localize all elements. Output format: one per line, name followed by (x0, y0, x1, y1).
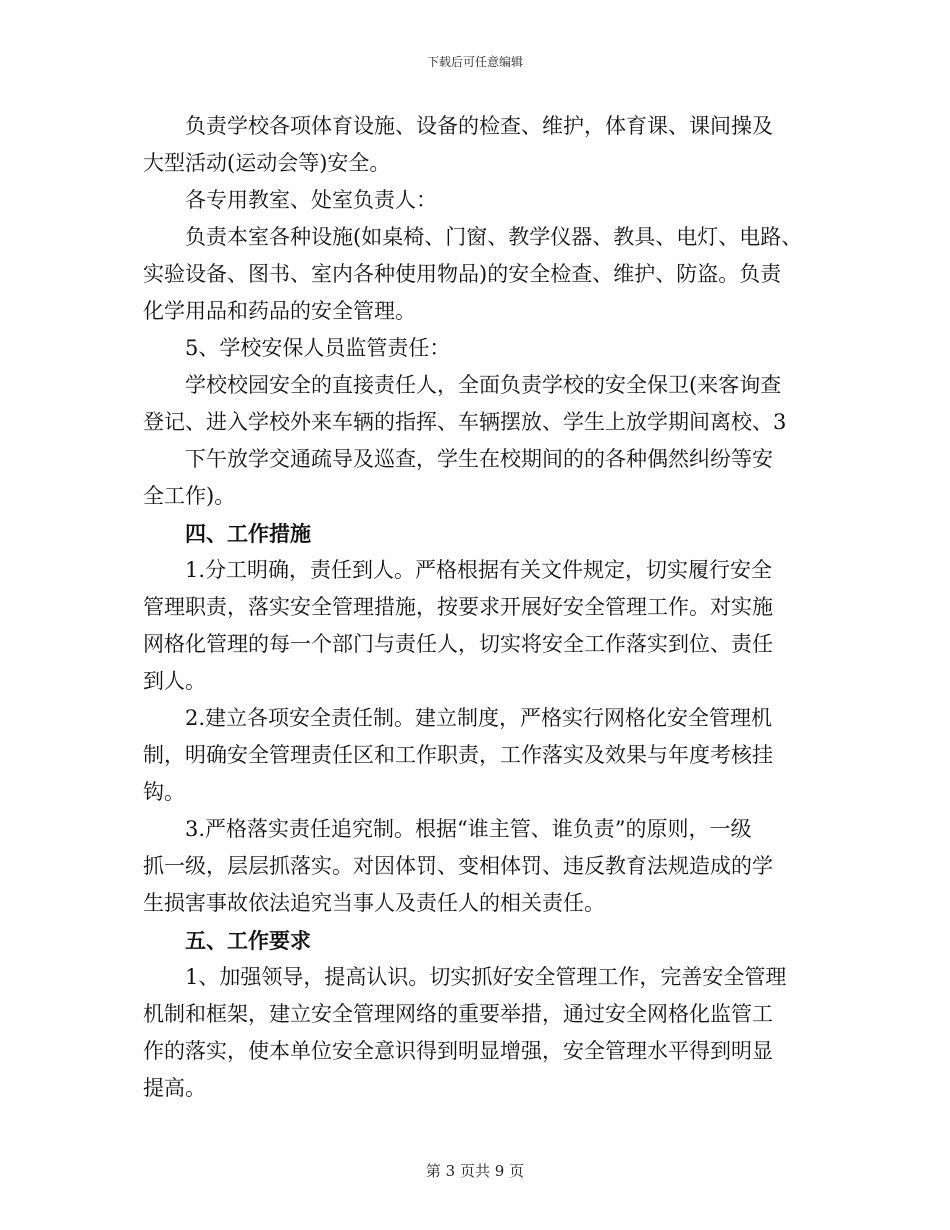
document-body (143, 108, 815, 1107)
text-line: 1、加强领导，提高认识。切实抓好安全管理工作，完善安全管理 (185, 965, 787, 989)
text-line: 各专用教室、处室负责人： (185, 188, 437, 212)
text-line: 登记、进入学校外来车辆的指挥、车辆摆放、学生上放学期间离校、3 (143, 410, 787, 434)
text-line: 管理职责，落实安全管理措施，按要求开展好安全管理工作。对实施 (143, 595, 773, 619)
text-line: 机制和框架，建立安全管理网络的重要举措，通过安全网格化监管工 (143, 1002, 773, 1026)
text-line: 3.严格落实责任追究制。根据“谁主管、谁负责”的原则，一级 (185, 817, 752, 841)
section-heading: 四、工作措施 (185, 521, 311, 546)
text-line: 负责学校各项体育设施、设备的检查、维护，体育课、课间操及 (185, 114, 773, 138)
text-line: 作的落实，使本单位安全意识得到明显增强，安全管理水平得到明显 (143, 1039, 773, 1063)
text-line: 负责本室各种设施(如桌椅、门窗、教学仪器、教具、电灯、电路、 (185, 225, 803, 249)
text-line: 大型活动(运动会等)安全。 (143, 151, 391, 175)
text-line: 到人。 (143, 669, 206, 693)
text-line: 化学用品和药品的安全管理。 (143, 299, 416, 323)
page-footer: 第 3 页共 9 页 (425, 1162, 525, 1180)
text-line: 生损害事故依法追究当事人及责任人的相关责任。 (143, 891, 605, 915)
text-line: 5、学校安保人员监管责任： (185, 336, 451, 360)
text-line: 下午放学交通疏导及巡查，学生在校期间的的各种偶然纠纷等安 (185, 447, 773, 471)
text-line: 2.建立各项安全责任制。建立制度，严格实行网格化安全管理机 (185, 706, 773, 730)
text-line: 制，明确安全管理责任区和工作职责，工作落实及效果与年度考核挂 (143, 743, 773, 767)
text-line: 钩。 (143, 780, 185, 804)
text-line: 抓一级，层层抓落实。对因体罚、变相体罚、违反教育法规造成的学 (143, 854, 773, 878)
text-line: 提高。 (143, 1076, 206, 1100)
text-line: 1.分工明确，责任到人。严格根据有关文件规定，切实履行安全 (185, 558, 773, 582)
section-heading: 五、工作要求 (185, 928, 311, 953)
text-line: 实验设备、图书、室内各种使用物品)的安全检查、维护、防盗。负责 (143, 262, 782, 286)
page-header: 下载后可任意编辑 (426, 55, 523, 69)
text-line: 学校校园安全的直接责任人，全面负责学校的安全保卫(来客询查 (185, 373, 782, 397)
text-line: 网格化管理的每一个部门与责任人，切实将安全工作落实到位、责任 (143, 632, 773, 656)
text-line: 全工作)。 (143, 484, 236, 508)
